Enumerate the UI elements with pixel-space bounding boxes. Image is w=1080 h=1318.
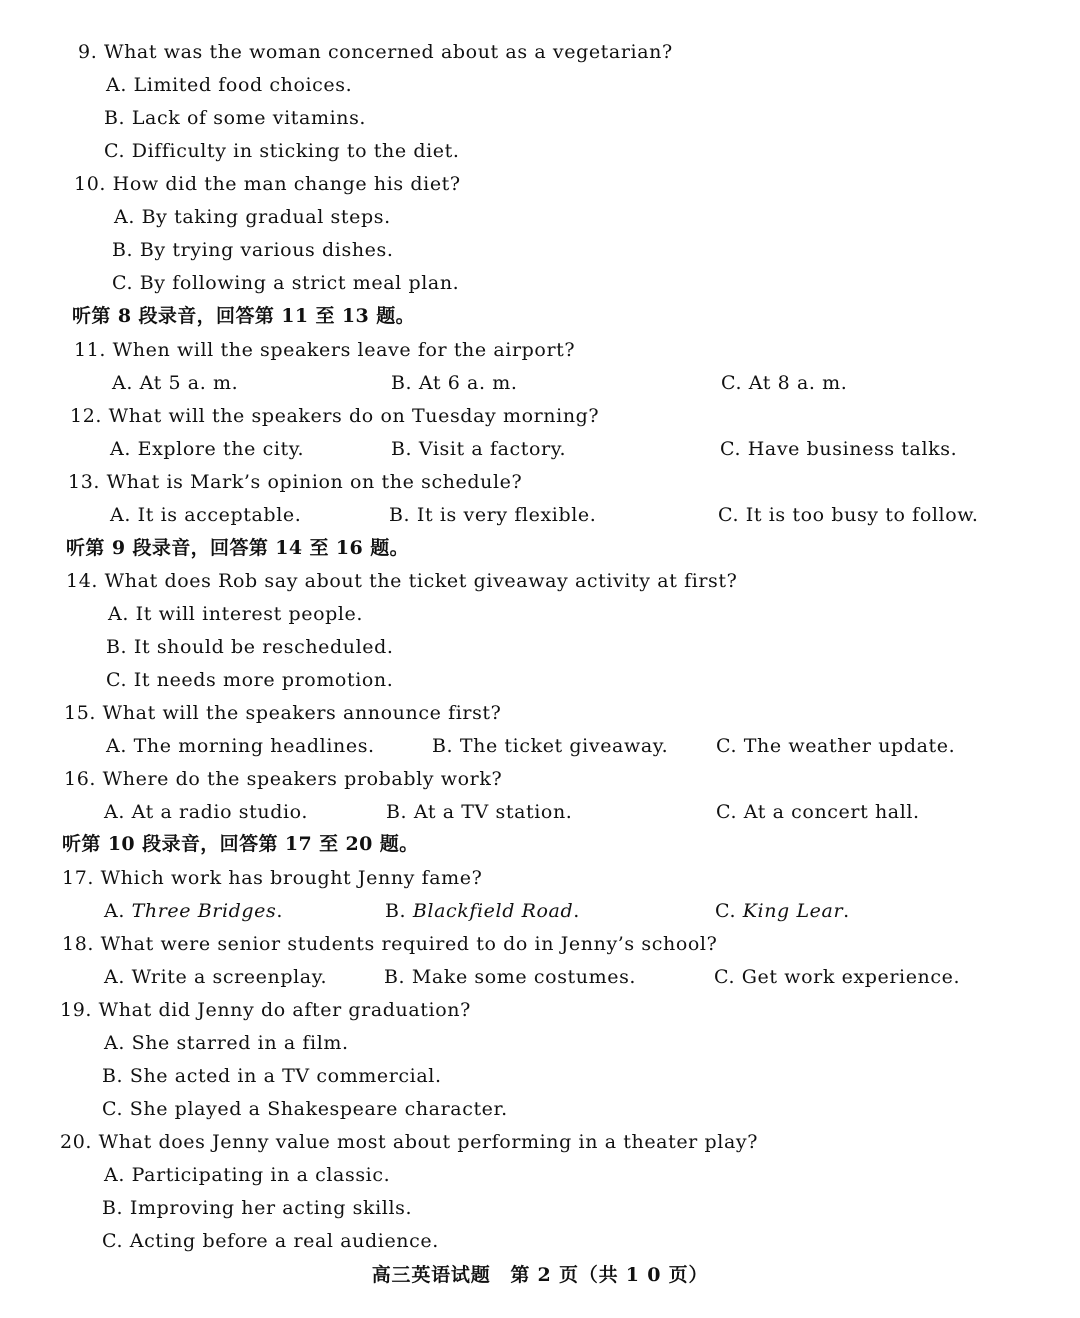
option-text: By following a strict meal plan. bbox=[139, 272, 460, 294]
option-10b bbox=[112, 238, 394, 262]
option-13a bbox=[110, 503, 301, 527]
option-16a bbox=[104, 800, 308, 824]
option-text: Get work experience. bbox=[741, 966, 961, 988]
option-text: It is very flexible. bbox=[416, 504, 597, 526]
option-text: It should be rescheduled. bbox=[133, 636, 394, 658]
option-17c bbox=[715, 899, 850, 923]
question-text: Where do the speakers probably work? bbox=[102, 768, 503, 790]
option-letter: C. bbox=[102, 1098, 124, 1120]
option-text: She starred in a film. bbox=[131, 1032, 349, 1054]
question-15 bbox=[64, 701, 501, 725]
option-letter: A. bbox=[104, 1032, 125, 1054]
question-11 bbox=[74, 338, 575, 362]
question-number: 17. bbox=[62, 867, 95, 889]
option-17b bbox=[385, 899, 580, 923]
question-number: 12. bbox=[70, 405, 103, 427]
option-text: Explore the city. bbox=[137, 438, 305, 460]
option-14b bbox=[106, 635, 394, 659]
option-20b bbox=[102, 1196, 412, 1220]
question-text: When will the speakers leave for the airport? bbox=[112, 339, 576, 361]
option-text: Blackfield Road bbox=[412, 900, 574, 922]
option-9b bbox=[104, 106, 366, 130]
option-text: At a concert hall. bbox=[743, 801, 920, 823]
option-letter: A. bbox=[108, 603, 129, 625]
option-text: It will interest people. bbox=[135, 603, 364, 625]
option-letter: B. bbox=[384, 966, 406, 988]
question-text: What does Rob say about the ticket giveaway activity at first? bbox=[104, 570, 738, 592]
option-letter: A. bbox=[112, 372, 133, 394]
option-text: Write a screenplay. bbox=[131, 966, 328, 988]
option-text: It is acceptable. bbox=[137, 504, 302, 526]
option-16c bbox=[716, 800, 920, 824]
section-heading-10: 听第 10 段录音，回答第 17 至 20 题。 bbox=[62, 833, 419, 855]
question-18 bbox=[62, 932, 717, 956]
option-text: Have business talks. bbox=[747, 438, 958, 460]
option-letter: C. bbox=[715, 900, 737, 922]
option-12a bbox=[110, 437, 304, 461]
option-11a bbox=[112, 371, 238, 395]
option-letter: A. bbox=[106, 74, 127, 96]
option-text: Limited food choices. bbox=[133, 74, 353, 96]
option-13b bbox=[389, 503, 596, 527]
question-number: 18. bbox=[62, 933, 95, 955]
option-letter: B. bbox=[386, 801, 408, 823]
option-15c bbox=[716, 734, 955, 758]
option-letter: B. bbox=[389, 504, 411, 526]
option-letter: C. bbox=[714, 966, 736, 988]
option-18b bbox=[384, 965, 636, 989]
option-11c bbox=[721, 371, 847, 395]
question-12 bbox=[70, 404, 599, 428]
option-period: . bbox=[276, 900, 284, 922]
option-9a bbox=[106, 73, 352, 97]
option-letter: C. bbox=[104, 140, 126, 162]
option-letter: A. bbox=[104, 1164, 125, 1186]
option-letter: C. bbox=[106, 669, 128, 691]
option-12b bbox=[391, 437, 566, 461]
question-text: How did the man change his diet? bbox=[112, 173, 461, 195]
option-text: Participating in a classic. bbox=[131, 1164, 391, 1186]
option-19a bbox=[104, 1031, 349, 1055]
option-18a bbox=[104, 965, 327, 989]
option-letter: A. bbox=[114, 206, 135, 228]
option-15b bbox=[432, 734, 668, 758]
option-letter: A. bbox=[110, 438, 131, 460]
option-letter: B. bbox=[391, 438, 413, 460]
question-20 bbox=[60, 1130, 758, 1154]
option-text: It needs more promotion. bbox=[133, 669, 394, 691]
option-letter: A. bbox=[110, 504, 131, 526]
option-letter: B. bbox=[391, 372, 413, 394]
option-text: At 5 a. m. bbox=[139, 372, 239, 394]
question-19 bbox=[60, 998, 471, 1022]
question-text: What will the speakers do on Tuesday morning? bbox=[108, 405, 600, 427]
question-number: 10. bbox=[74, 173, 107, 195]
option-text: Improving her acting skills. bbox=[129, 1197, 413, 1219]
question-13 bbox=[68, 470, 522, 494]
option-17a bbox=[104, 899, 283, 923]
option-14c bbox=[106, 668, 393, 692]
question-text: Which work has brought Jenny fame? bbox=[100, 867, 483, 889]
question-number: 14. bbox=[66, 570, 99, 592]
option-text: At a TV station. bbox=[413, 801, 573, 823]
question-number: 16. bbox=[64, 768, 97, 790]
option-20c bbox=[102, 1229, 439, 1253]
option-letter: A. bbox=[104, 801, 125, 823]
option-letter: C. bbox=[716, 735, 738, 757]
option-20a bbox=[104, 1163, 390, 1187]
option-letter: A. bbox=[104, 900, 125, 922]
option-text: The weather update. bbox=[743, 735, 956, 757]
question-text: What does Jenny value most about performing in a theater play? bbox=[98, 1131, 758, 1153]
option-letter: B. bbox=[104, 107, 126, 129]
option-13c bbox=[718, 503, 979, 527]
question-number: 19. bbox=[60, 999, 93, 1021]
question-text: What was the woman concerned about as a vegetarian? bbox=[103, 41, 673, 63]
option-text: King Lear bbox=[742, 900, 844, 922]
option-text: Make some costumes. bbox=[411, 966, 637, 988]
option-text: She acted in a TV commercial. bbox=[129, 1065, 442, 1087]
option-text: The morning headlines. bbox=[133, 735, 375, 757]
option-16b bbox=[386, 800, 572, 824]
option-letter: B. bbox=[385, 900, 407, 922]
option-letter: B. bbox=[102, 1197, 124, 1219]
option-letter: C. bbox=[721, 372, 743, 394]
option-11b bbox=[391, 371, 518, 395]
question-number: 15. bbox=[64, 702, 97, 724]
question-number: 11. bbox=[74, 339, 107, 361]
option-text: By trying various dishes. bbox=[139, 239, 394, 261]
option-text: Acting before a real audience. bbox=[129, 1230, 439, 1252]
option-letter: A. bbox=[106, 735, 127, 757]
option-10a bbox=[114, 205, 391, 229]
option-letter: C. bbox=[102, 1230, 124, 1252]
option-18c bbox=[714, 965, 960, 989]
option-text: By taking gradual steps. bbox=[141, 206, 391, 228]
option-text: Three Bridges bbox=[131, 900, 277, 922]
question-text: What were senior students required to do in Jenny’s school? bbox=[100, 933, 718, 955]
option-letter: B. bbox=[106, 636, 128, 658]
question-10 bbox=[74, 172, 461, 196]
option-text: Lack of some vitamins. bbox=[131, 107, 367, 129]
question-text: What did Jenny do after graduation? bbox=[98, 999, 471, 1021]
option-letter: B. bbox=[112, 239, 134, 261]
option-letter: C. bbox=[718, 504, 740, 526]
question-text: What will the speakers announce first? bbox=[102, 702, 502, 724]
question-14 bbox=[66, 569, 737, 593]
option-letter: A. bbox=[104, 966, 125, 988]
option-9c bbox=[104, 139, 459, 163]
option-text: It is too busy to follow. bbox=[745, 504, 979, 526]
option-letter: C. bbox=[112, 272, 134, 294]
option-letter: C. bbox=[720, 438, 742, 460]
option-text: At 8 a. m. bbox=[748, 372, 848, 394]
option-14a bbox=[108, 602, 363, 626]
question-17 bbox=[62, 866, 482, 890]
option-text: At a radio studio. bbox=[131, 801, 308, 823]
page-footer: 高三英语试题 第 2 页（共 1 0 页） bbox=[371, 1264, 709, 1286]
question-number: 9. bbox=[78, 41, 98, 63]
option-letter: B. bbox=[102, 1065, 124, 1087]
question-9 bbox=[78, 40, 673, 64]
section-heading-8: 听第 8 段录音，回答第 11 至 13 题。 bbox=[72, 305, 415, 327]
option-12c bbox=[720, 437, 957, 461]
option-text: She played a Shakespeare character. bbox=[129, 1098, 508, 1120]
question-number: 13. bbox=[68, 471, 101, 493]
option-text: Difficulty in sticking to the diet. bbox=[131, 140, 460, 162]
question-16 bbox=[64, 767, 502, 791]
option-text: The ticket giveaway. bbox=[459, 735, 669, 757]
option-text: Visit a factory. bbox=[418, 438, 567, 460]
option-letter: B. bbox=[432, 735, 454, 757]
option-15a bbox=[106, 734, 375, 758]
option-19c bbox=[102, 1097, 508, 1121]
section-heading-9: 听第 9 段录音，回答第 14 至 16 题。 bbox=[66, 537, 409, 559]
question-number: 20. bbox=[60, 1131, 93, 1153]
option-10c bbox=[112, 271, 459, 295]
option-period: . bbox=[843, 900, 850, 922]
option-letter: C. bbox=[716, 801, 738, 823]
question-text: What is Mark’s opinion on the schedule? bbox=[106, 471, 523, 493]
option-period: . bbox=[573, 900, 580, 922]
option-19b bbox=[102, 1064, 442, 1088]
option-text: At 6 a. m. bbox=[418, 372, 518, 394]
